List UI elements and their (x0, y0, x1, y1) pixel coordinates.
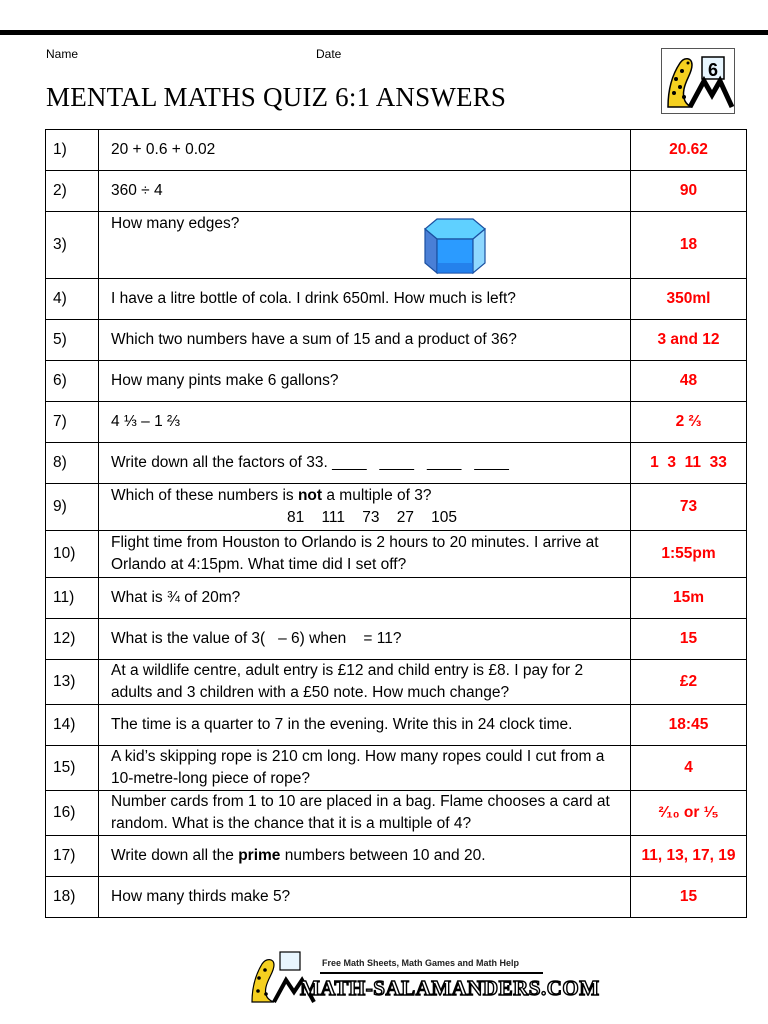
question-number: 16) (46, 791, 99, 836)
question-number: 15) (46, 746, 99, 791)
question-text: The time is a quarter to 7 in the evening. Write this in 24 clock time. (99, 705, 631, 746)
grade-badge: 6 (708, 60, 719, 80)
question-text: At a wildlife centre, adult entry is £12 and child entry is £8. I pay for 2 adults and 3 children with a £50 note. How much change? (99, 660, 631, 705)
table-row (46, 212, 747, 279)
question-number: 6) (46, 361, 99, 402)
question-text: How many pints make 6 gallons? (99, 361, 631, 402)
table-row (46, 705, 747, 746)
question-text: A kid’s skipping rope is 210 cm long. How many ropes could I cut from a 10-metre-long piece of rope? (99, 746, 631, 791)
question-text-end: a multiple of 3? (322, 487, 432, 504)
answer-cell: 1 3 11 33 (631, 443, 747, 484)
question-text: Write down all the (111, 847, 239, 864)
question-text: What is ¾ of 20m? (99, 578, 631, 619)
table-row (46, 443, 747, 484)
table-row (46, 361, 747, 402)
question-number: 10) (46, 531, 99, 578)
question-number: 3) (46, 212, 99, 279)
table-row (46, 619, 747, 660)
question-number: 5) (46, 320, 99, 361)
question-text: 360 ÷ 4 (99, 171, 631, 212)
table-row (46, 836, 747, 877)
question-number: 7) (46, 402, 99, 443)
question-text: 4 ⅓ – 1 ⅔ (99, 402, 631, 443)
question-text: Flight time from Houston to Orlando is 2 hours to 20 minutes. I arrive at Orlando at 4:15pm. What time did I set off? (99, 531, 631, 578)
answer-cell: 1:55pm (631, 531, 747, 578)
question-number: 8) (46, 443, 99, 484)
answer-cell: ²⁄₁₀ or ¹⁄₅ (631, 791, 747, 836)
date-label: Date (316, 47, 342, 61)
table-row (46, 578, 747, 619)
answer-cell: 18 (631, 212, 747, 279)
table-row (46, 660, 747, 705)
answer-cell: 15 (631, 619, 747, 660)
page-title: MENTAL MATHS QUIZ 6:1 ANSWERS (46, 82, 507, 112)
question-text: 20 + 0.6 + 0.02 (99, 130, 631, 171)
question-number: 1) (46, 130, 99, 171)
question-number: 17) (46, 836, 99, 877)
table-row (46, 791, 747, 836)
answer-cell: 350ml (631, 279, 747, 320)
question-number: 18) (46, 877, 99, 918)
emphasis-word: prime (238, 847, 281, 864)
question-number: 9) (46, 484, 99, 531)
answer-cell: 4 (631, 746, 747, 791)
question-text-end: numbers between 10 and 20. (280, 847, 486, 864)
question-text: How many edges? (111, 215, 240, 232)
answer-cell: 90 (631, 171, 747, 212)
answer-cell: 3 and 12 (631, 320, 747, 361)
answer-cell: 15m (631, 578, 747, 619)
quiz-table (45, 129, 747, 918)
top-rule (0, 30, 768, 35)
table-row (46, 320, 747, 361)
answer-cell: 73 (631, 484, 747, 531)
answer-cell: 48 (631, 361, 747, 402)
number-list: 81 111 73 27 105 (287, 509, 458, 526)
question-number: 13) (46, 660, 99, 705)
table-row (46, 279, 747, 320)
answer-blanks: ____ ____ ____ ____ (332, 454, 509, 471)
answer-cell: 2 ⅔ (631, 402, 747, 443)
hexagonal-prism-icon (423, 217, 489, 275)
question-text: Which two numbers have a sum of 15 and a product of 36? (99, 320, 631, 361)
question-text: Which of these numbers is (111, 487, 298, 504)
question-number: 11) (46, 578, 99, 619)
question-text: Write down all the factors of 33. (111, 454, 328, 471)
answer-cell: £2 (631, 660, 747, 705)
table-row (46, 877, 747, 918)
footer-rule (320, 972, 543, 974)
emphasis-word: not (297, 487, 323, 504)
answer-cell: 18:45 (631, 705, 747, 746)
table-row (46, 484, 747, 531)
salamander-logo (661, 48, 735, 114)
answer-cell: 20.62 (631, 130, 747, 171)
question-number: 2) (46, 171, 99, 212)
answer-cell: 11, 13, 17, 19 (631, 836, 747, 877)
question-text: I have a litre bottle of cola. I drink 650ml. How much is left? (99, 279, 631, 320)
table-row (46, 746, 747, 791)
footer-site-name: MATH-SALAMANDERS.COM (300, 976, 600, 1000)
table-row (46, 130, 747, 171)
table-row (46, 402, 747, 443)
table-row (46, 171, 747, 212)
question-number: 12) (46, 619, 99, 660)
question-text: Number cards from 1 to 10 are placed in a bag. Flame chooses a card at random. What is the chance that it is a multiple of 4? (99, 791, 631, 836)
table-row (46, 531, 747, 578)
question-text: What is the value of 3( – 6) when = 11? (99, 619, 631, 660)
footer-tagline: Free Math Sheets, Math Games and Math Help (322, 958, 520, 968)
question-number: 14) (46, 705, 99, 746)
question-number: 4) (46, 279, 99, 320)
answer-cell: 15 (631, 877, 747, 918)
question-text: How many thirds make 5? (99, 877, 631, 918)
name-label: Name (46, 47, 79, 61)
